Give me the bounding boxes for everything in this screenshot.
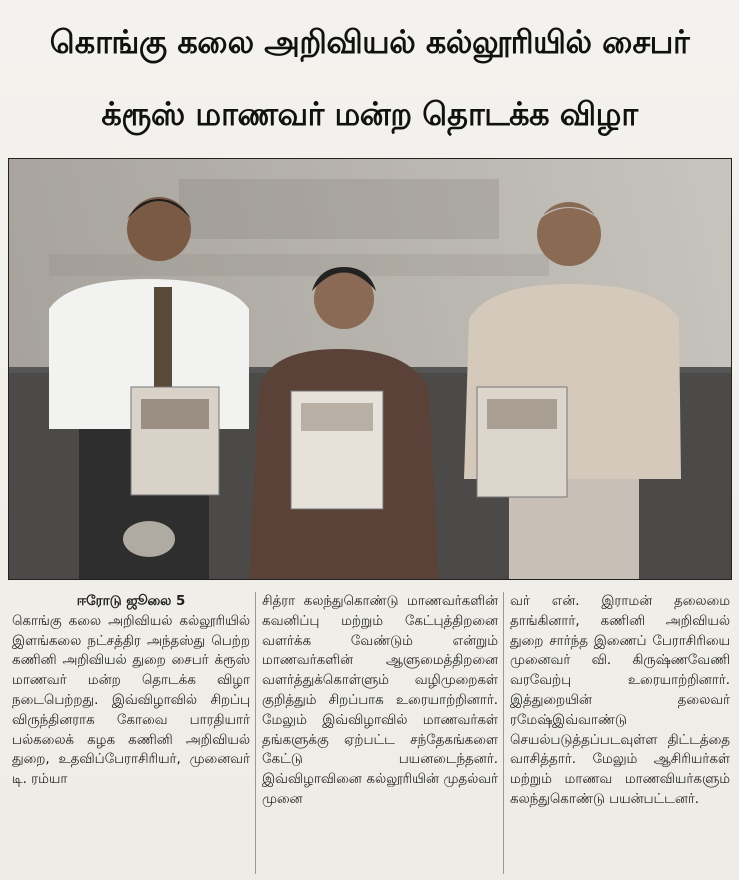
article-paragraph-1: கொங்கு கலை அறிவியல் கல்லூரியில் இளங்கலை நட்சத்திர அந்தஸ்து பெற்ற கணினி அறிவியல் துறை சைபர் க்ரூஸ் மாணவர் மன்ற தொடக்க விழா நடைபெற்றது. இவ்விழாவில் சிறப்பு விருந்தினராக கோவை பாரதியார் பல்கலைக் கழக கணினி அறிவியல் துறை, உதவிப்பேராசிரியர், முனைவர் டி. ரம்யா [12,613,250,788]
event-photo-illustration [9,159,731,579]
event-photo [8,158,732,580]
column-divider [255,592,256,874]
article-column-1 [12,592,250,874]
headline-line-1: கொங்கு கலை அறிவியல் கல்லூரியில் சைபர் [49,23,690,61]
article-paragraph-2: சித்ரா கலந்துகொண்டு மாணவர்களின் கவனிப்பு மற்றும் கேட்புத்திறனை வளர்க்க வேண்டும் என்றும் மாணவர்களின் ஆளுமைத்திறனை வளர்த்துக்கொள்ளும் வழிமுறைகள் குறித்தும் சிறப்பாக உரையாற்றினார். மேலும் இவ்விழாவில் மாணவர்கள் தங்களுக்கு ஏற்பட்ட சந்தேகங்களை கேட்டு பயனடைந்தனர். இவ்விழாவினை கல்லூரியின் முதல்வர் முனை [262,594,498,807]
column-divider [503,592,504,874]
article-column-3 [510,592,730,874]
dateline: ஈரோடு ஜூலை 5 [76,594,186,609]
article-paragraph-3: வர் என். இராமன் தலைமை தாங்கினார், கணினி அறிவியல் துறை சார்ந்த இணைப் பேராசிரியை முனைவர் வி. கிருஷ்ணவேணி வரவேற்பு உரையாற்றினார். இத்துறையின் தலைவர் ரமேஷ்இவ்வாண்டு செயல்படுத்தப்படவுள்ள திட்டத்தை வாசித்தார். மேலும் ஆசிரியர்கள் மற்றும் மாணவ மாணவியர்களும் கலந்துகொண்டு பயன்பட்டனர். [510,594,730,807]
article-column-2 [262,592,498,874]
headline-line-2: க்ரூஸ் மாணவர் மன்ற தொடக்க விழா [101,95,638,133]
